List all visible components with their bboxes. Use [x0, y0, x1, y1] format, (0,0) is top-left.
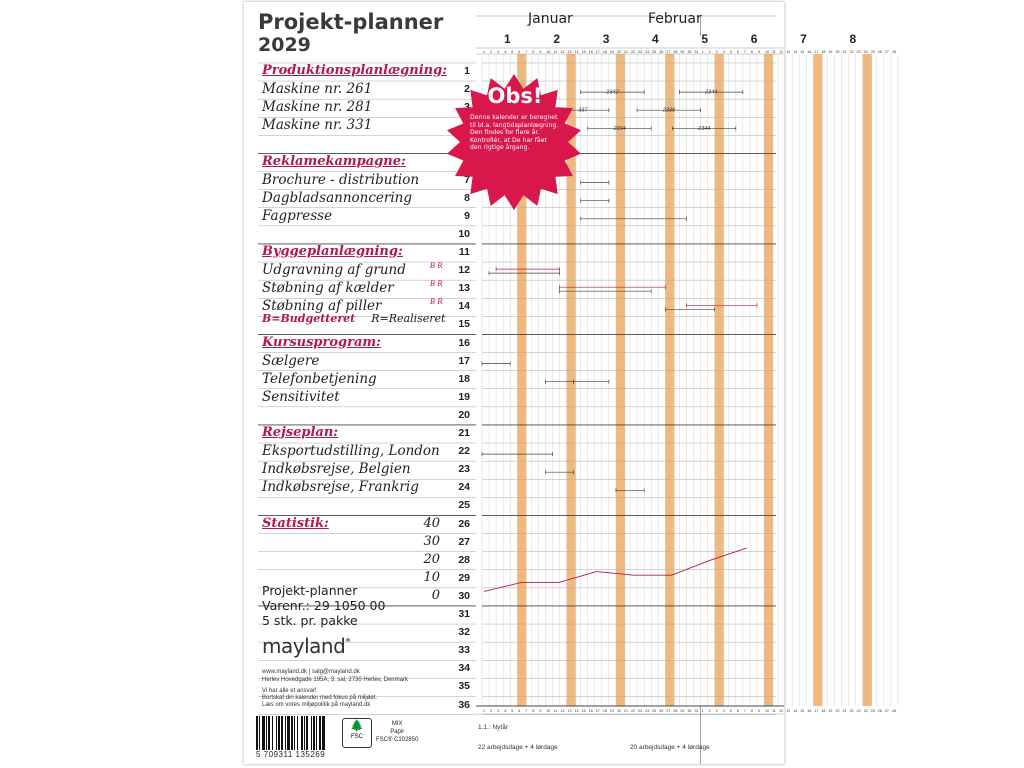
day-number: 4 [504, 709, 507, 713]
week-number: 8 [849, 32, 857, 46]
row-number: 13 [458, 282, 470, 295]
contact-address: Herlev Hovedgade 195A, 3. sal, 2730 Herlev, Denmark [262, 677, 408, 683]
product-number: Varenr.: 29 1050 00 [262, 598, 386, 613]
day-number: 17 [814, 709, 819, 713]
day-number: 6 [736, 709, 739, 713]
row-label: Dagbladsannoncering [262, 189, 413, 206]
day-number: 1 [483, 50, 485, 54]
day-number: 2 [490, 50, 493, 54]
section-heading: Reklamekampagne: [262, 153, 406, 169]
row-number: 15 [458, 318, 470, 331]
legend-realised: R=Realiseret [371, 312, 446, 325]
day-number: 7 [743, 50, 746, 54]
legend [262, 312, 445, 325]
row-number: 36 [458, 698, 470, 711]
day-number: 25 [652, 50, 657, 54]
statistics-scale-value: 10 [423, 569, 440, 585]
section-heading: Kursusprogram: [262, 334, 381, 350]
day-number: 13 [786, 50, 791, 54]
row-number: 30 [458, 589, 470, 602]
section-heading: Produktionsplanlægning: [262, 63, 448, 78]
day-number: 18 [821, 709, 826, 713]
week-number: 6 [750, 32, 758, 46]
day-number: 5 [511, 50, 514, 54]
day-number: 22 [631, 50, 636, 54]
day-number: 16 [807, 709, 812, 713]
day-number: 14 [574, 709, 579, 713]
day-number: 24 [645, 50, 650, 54]
day-number: 8 [750, 50, 753, 54]
day-number: 22 [849, 709, 854, 713]
day-number: 28 [891, 709, 896, 713]
product-name: Projekt-planner [262, 583, 358, 598]
day-number: 27 [884, 50, 889, 54]
day-number: 9 [539, 709, 542, 713]
row-number: 9 [464, 209, 470, 222]
fsc-info: MIX Papir FSC® C102850 [376, 721, 419, 743]
day-number: 6 [736, 50, 739, 54]
planner-sheet [244, 2, 896, 764]
day-number: 24 [645, 709, 650, 713]
page-year: 2029 [258, 34, 311, 56]
day-number: 2 [490, 709, 493, 713]
day-number: 7 [743, 709, 746, 713]
day-number: 22 [849, 50, 854, 54]
day-number: 3 [715, 50, 718, 54]
row-number: 19 [458, 390, 470, 403]
barcode-image [256, 716, 348, 752]
day-number: 10 [765, 709, 769, 713]
obs-text: Denne kalender er beregnet til bl.a. langtidsplanlægning. Den findes for flere år. Kontrollér, at De har fået den rigtige årgang. [470, 114, 559, 151]
day-number: 18 [821, 50, 826, 54]
day-number: 3 [497, 709, 500, 713]
day-number: 26 [659, 50, 664, 54]
day-number: 5 [511, 709, 514, 713]
day-number: 5 [729, 50, 732, 54]
day-number: 14 [793, 709, 798, 713]
day-number: 29 [680, 50, 685, 54]
day-number: 27 [666, 50, 671, 54]
day-number: 19 [828, 50, 833, 54]
row-label: Maskine nr. 281 [262, 99, 373, 116]
day-number: 25 [870, 50, 875, 54]
budget-realised-marker: B R [430, 280, 443, 289]
statistics-scale-value: 30 [423, 533, 440, 549]
day-number: 6 [518, 50, 521, 54]
day-number: 17 [595, 50, 600, 54]
day-number: 1 [483, 709, 485, 713]
row-number: 3 [464, 101, 470, 114]
bar-label: 2344 [698, 125, 711, 132]
day-number: 1 [701, 709, 704, 713]
day-number: 5 [729, 709, 732, 713]
row-number: 23 [458, 463, 470, 476]
fsc-tree-icon: 🌲 FSC [342, 718, 372, 748]
day-number: 15 [800, 50, 805, 54]
month-february: Februar [648, 11, 702, 27]
day-number: 30 [687, 50, 692, 54]
contact-info [262, 668, 408, 684]
row-label: Indkøbsrejse, Frankrig [262, 479, 419, 496]
row-label: Udgravning af grund [262, 262, 406, 279]
day-number: 17 [814, 50, 819, 54]
day-number: 26 [659, 709, 664, 713]
row-number: 35 [458, 680, 470, 693]
bar-label: 2344 [705, 89, 718, 96]
day-number: 23 [638, 50, 643, 54]
day-number: 12 [560, 50, 565, 54]
budget-realised-marker: B R [430, 298, 443, 307]
day-number: 4 [722, 50, 725, 54]
row-label: Støbning af piller [262, 298, 382, 315]
day-number: 14 [793, 50, 798, 54]
row-label: Telefonbetjening [262, 370, 377, 387]
day-number: 30 [687, 709, 692, 713]
day-number: 21 [842, 50, 847, 54]
mayland-logo: mayland* [262, 634, 351, 658]
row-number: 20 [458, 408, 470, 421]
day-number: 21 [624, 709, 628, 713]
day-number: 23 [856, 709, 861, 713]
day-number: 3 [715, 709, 718, 713]
row-number: 1 [464, 65, 470, 77]
day-number: 7 [525, 50, 528, 54]
section-heading: Byggeplanlægning: [262, 244, 403, 259]
section-heading: Statistik: [262, 515, 329, 531]
row-number: 16 [458, 336, 470, 349]
day-number: 18 [602, 709, 607, 713]
day-number: 19 [609, 709, 614, 713]
row-number: 21 [458, 427, 470, 439]
day-number: 28 [891, 50, 896, 54]
day-number: 11 [553, 50, 558, 54]
day-number: 21 [842, 709, 847, 713]
day-number: 16 [588, 709, 593, 713]
week-number: 7 [800, 32, 807, 46]
day-number: 23 [856, 50, 861, 54]
row-number: 29 [458, 571, 470, 584]
statistics-scale-value: 40 [423, 515, 440, 531]
row-label: Maskine nr. 331 [262, 117, 373, 134]
product-info [262, 583, 385, 628]
row-number: 18 [458, 372, 470, 385]
day-number: 28 [673, 709, 678, 713]
day-number: 15 [581, 709, 586, 713]
day-number: 24 [863, 50, 868, 54]
row-number: 34 [458, 662, 470, 675]
day-number: 20 [835, 50, 840, 54]
day-number: 20 [616, 50, 621, 54]
day-number: 2 [708, 50, 711, 54]
day-number: 9 [539, 50, 542, 54]
day-number: 15 [800, 709, 805, 713]
day-number: 11 [772, 709, 776, 713]
legend-budget: B=Budgetteret [262, 312, 356, 325]
day-number: 25 [652, 709, 657, 713]
day-number: 2 [708, 709, 711, 713]
row-number: 14 [458, 300, 470, 313]
day-number: 26 [877, 50, 882, 54]
statistics-scale-value: 20 [423, 551, 440, 567]
row-label: Sensitivitet [262, 388, 340, 405]
day-number: 20 [616, 709, 621, 713]
day-number: 23 [638, 709, 643, 713]
day-number: 1 [701, 50, 704, 54]
day-number: 15 [581, 50, 586, 54]
day-number: 7 [525, 709, 528, 713]
day-number: 10 [765, 50, 769, 54]
week-number: 4 [652, 32, 659, 46]
row-number: 26 [458, 517, 470, 530]
row-number: 27 [458, 535, 470, 548]
day-number: 9 [757, 50, 760, 54]
day-number: 4 [722, 709, 725, 713]
day-number: 10 [546, 709, 551, 713]
row-number: 33 [458, 644, 470, 657]
day-number: 27 [884, 709, 889, 713]
row-number: 11 [458, 246, 470, 258]
day-number: 18 [602, 50, 607, 54]
row-label: Støbning af kælder [262, 280, 394, 297]
day-number: 13 [567, 50, 572, 54]
row-label: Brochure - distribution [262, 171, 420, 188]
day-number: 8 [750, 709, 753, 713]
day-number: 4 [504, 50, 507, 54]
bar-label: 2394 [613, 125, 626, 132]
row-label: Fagpresse [262, 207, 333, 224]
budget-realised-marker: B R [430, 262, 443, 271]
contact-web: www.mayland.dk | salg@mayland.dk [262, 669, 360, 675]
day-number: 8 [532, 709, 535, 713]
day-number: 9 [757, 709, 760, 713]
january-workdays: 22 arbejdsdage + 4 lørdage [478, 744, 558, 751]
page-title: Projekt-planner [258, 10, 444, 34]
row-label: Indkøbsrejse, Belgien [262, 461, 411, 478]
row-label: Sælgere [262, 352, 320, 369]
bar-label: 337 [578, 107, 588, 114]
row-number: 24 [458, 481, 470, 494]
row-number: 22 [458, 445, 470, 458]
day-number: 12 [560, 709, 565, 713]
week-number: 5 [701, 32, 709, 46]
february-workdays: 20 arbejdsdage + 4 lørdage [630, 744, 710, 751]
day-number: 16 [807, 50, 812, 54]
day-number: 3 [497, 50, 500, 54]
day-number: 17 [595, 709, 600, 713]
row-number: 32 [458, 626, 470, 639]
day-number: 26 [877, 709, 882, 713]
day-number: 11 [772, 50, 776, 54]
day-number: 11 [553, 709, 558, 713]
day-number: 27 [666, 709, 671, 713]
barcode-number: 5 709311 135269 [256, 750, 326, 759]
row-number: 7 [464, 173, 470, 186]
day-number: 14 [574, 50, 579, 54]
row-number: 10 [458, 227, 470, 240]
row-number: 8 [464, 191, 470, 204]
holiday-note: 1.1.: Nytår [478, 724, 508, 731]
obs-title: Obs! [487, 84, 543, 108]
row-number: 31 [458, 608, 470, 620]
month-january: Januar [528, 11, 573, 27]
row-label: Eksportudstilling, London [262, 443, 440, 460]
week-number: 2 [553, 32, 561, 46]
eco-text: Vi har alle et ansvar! Bortskaf din kalender med fokus på miljøet. Læs om vores miljøpolitik på mayland.dk [262, 688, 378, 708]
day-number: 28 [673, 50, 678, 54]
day-number: 10 [546, 50, 551, 54]
row-label: Maskine nr. 261 [262, 81, 373, 98]
row-number: 28 [458, 553, 470, 566]
day-number: 13 [786, 709, 791, 713]
week-number: 3 [602, 32, 610, 46]
day-number: 12 [779, 709, 784, 713]
row-number: 2 [464, 83, 470, 96]
day-number: 16 [588, 50, 593, 54]
product-pack: 5 stk. pr. pakke [262, 613, 358, 628]
day-number: 22 [631, 709, 636, 713]
day-number: 25 [870, 709, 875, 713]
day-number: 19 [828, 709, 833, 713]
section-heading: Rejseplan: [262, 425, 339, 440]
bar-label: 2342 [606, 89, 619, 96]
week-number: 1 [504, 32, 511, 46]
day-number: 31 [694, 50, 699, 54]
row-number: 17 [458, 354, 470, 367]
statistics-scale-value: 0 [431, 587, 440, 603]
row-number: 12 [458, 264, 470, 277]
day-number: 13 [567, 709, 572, 713]
bar-label: 2339 [662, 107, 676, 114]
day-number: 8 [532, 50, 535, 54]
row-number: 25 [458, 499, 470, 512]
day-number: 12 [779, 50, 784, 54]
day-number: 24 [863, 709, 868, 713]
day-number: 21 [624, 50, 628, 54]
day-number: 31 [694, 709, 699, 713]
day-number: 20 [835, 709, 840, 713]
day-number: 29 [680, 709, 685, 713]
day-number: 6 [518, 709, 521, 713]
day-number: 19 [609, 50, 614, 54]
